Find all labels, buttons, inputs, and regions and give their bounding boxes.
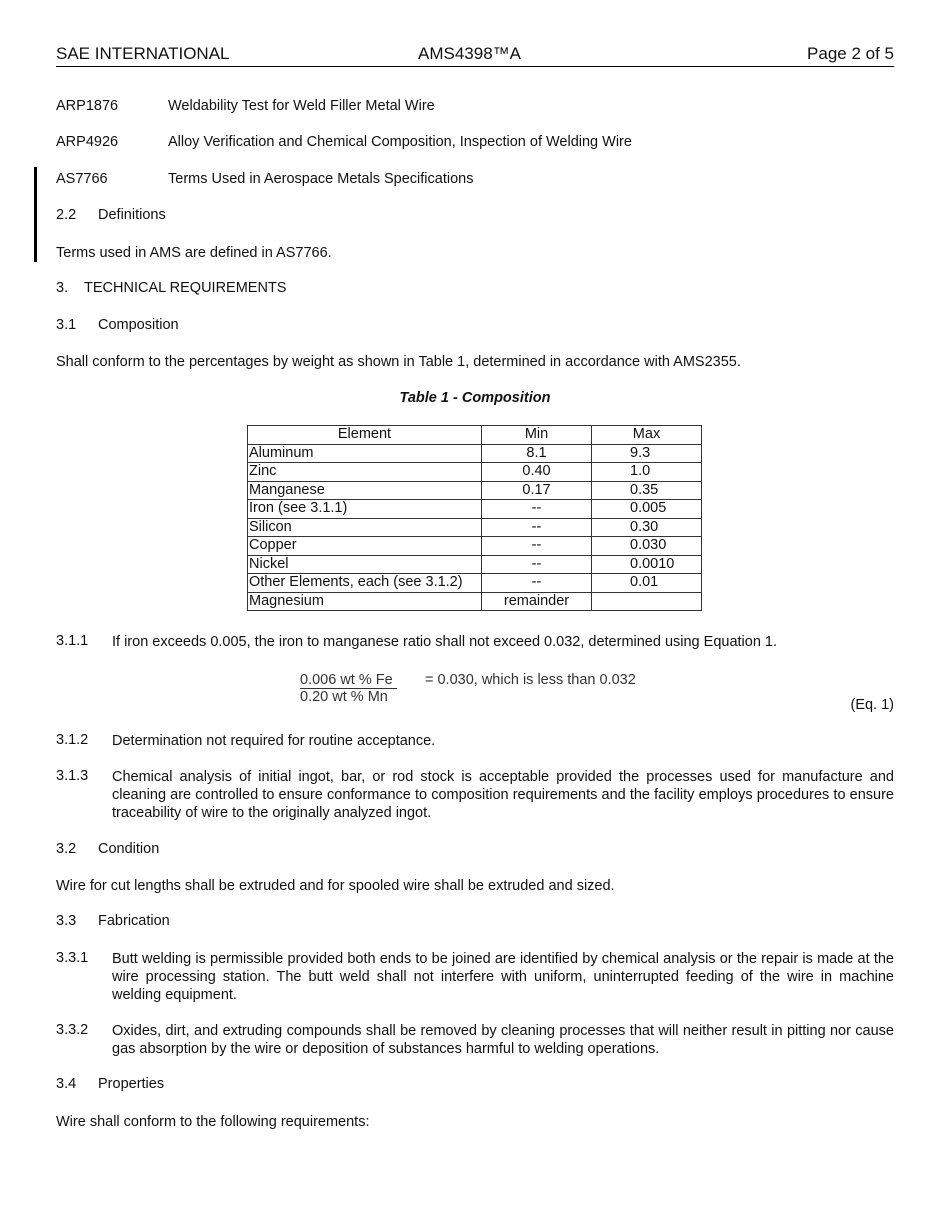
table-row — [248, 518, 702, 537]
section-number: 3.1 — [56, 317, 77, 333]
page-header — [56, 44, 894, 67]
element-cell: Manganese — [248, 481, 482, 500]
section-number: 3.1.1 — [56, 633, 89, 649]
section-title: Fabrication — [98, 913, 170, 929]
element-cell: Nickel — [248, 555, 482, 574]
reference-code: AS7766 — [56, 171, 108, 187]
min-cell: -- — [482, 555, 592, 574]
section-number: 3.3 — [56, 913, 77, 929]
section-title: Composition — [98, 317, 179, 333]
section-number: 3.3.2 — [56, 1022, 89, 1038]
column-header: Min — [482, 426, 592, 445]
condition-text: Wire for cut lengths shall be extruded and for spooled wire shall be extruded and sized. — [56, 878, 615, 894]
element-cell: Iron (see 3.1.1) — [248, 500, 482, 519]
max-cell: 0.35 — [592, 481, 702, 500]
section-number: 3.2 — [56, 841, 77, 857]
section-number: 3.3.1 — [56, 950, 89, 966]
table-caption: Table 1 - Composition — [399, 390, 551, 406]
min-cell: 0.40 — [482, 463, 592, 482]
min-cell: -- — [482, 574, 592, 593]
equation-fraction — [300, 672, 397, 705]
equation-label: (Eq. 1) — [850, 697, 894, 713]
determination-text: Determination not required for routine acceptance. — [112, 733, 436, 749]
min-cell: 8.1 — [482, 444, 592, 463]
element-cell: Other Elements, each (see 3.1.2) — [248, 574, 482, 593]
reference-title: Weldability Test for Weld Filler Metal Wire — [168, 98, 435, 114]
composition-text: Shall conform to the percentages by weight as shown in Table 1, determined in accordance with AMS2355. — [56, 354, 741, 370]
section-title: Properties — [98, 1076, 165, 1092]
table-header-row — [248, 426, 702, 445]
equation-denominator: 0.20 wt % Mn — [300, 689, 388, 705]
element-cell: Copper — [248, 537, 482, 556]
reference-code: ARP4926 — [56, 134, 119, 150]
header-doc-number: AMS4398™A — [418, 44, 521, 63]
table-row — [248, 555, 702, 574]
min-cell: remainder — [482, 592, 592, 611]
element-cell: Silicon — [248, 518, 482, 537]
min-cell: -- — [482, 500, 592, 519]
section-number: 3.1.2 — [56, 732, 89, 748]
max-cell: 0.030 — [592, 537, 702, 556]
min-cell: -- — [482, 537, 592, 556]
butt-welding-text: Butt welding is permissible provided both ends to be joined are identified by chemical analysis or the repair is made at the wire processing station. The butt weld shall not interfere with uniform, uninterrupted feeding of the wire in machine welding equipment. — [112, 951, 894, 1003]
reference-title: Terms Used in Aerospace Metals Specifications — [168, 171, 474, 187]
cleaning-text: Oxides, dirt, and extruding compounds shall be removed by cleaning processes that will neither result in pitting nor cause gas absorption by the wire or deposition of substances harmful to welding operations. — [112, 1023, 894, 1057]
max-cell: 0.01 — [592, 574, 702, 593]
equation-result: = 0.030, which is less than 0.032 — [425, 672, 636, 688]
section-number: 3.4 — [56, 1076, 77, 1092]
element-cell: Magnesium — [248, 592, 482, 611]
element-cell: Zinc — [248, 463, 482, 482]
element-cell: Aluminum — [248, 444, 482, 463]
section-title: Condition — [98, 841, 160, 857]
section-number: 3.1.3 — [56, 768, 89, 784]
definitions-text: Terms used in AMS are defined in AS7766. — [56, 245, 332, 261]
chemical-analysis-text: Chemical analysis of initial ingot, bar, or rod stock is acceptable provided the processes used for manufacture and cleaning are controlled to ensure conformance to composition requirements and the facility employs procedures to ensure traceability of wire to the originally analyzed ingot. — [112, 769, 894, 821]
max-cell: 1.0 — [592, 463, 702, 482]
column-header: Element — [248, 426, 482, 445]
min-cell: -- — [482, 518, 592, 537]
composition-table — [247, 425, 702, 611]
max-cell: 9.3 — [592, 444, 702, 463]
equation-numerator: 0.006 wt % Fe — [300, 672, 397, 689]
revision-change-bar — [34, 167, 37, 262]
section-number: 3. — [56, 280, 69, 296]
table-row — [248, 463, 702, 482]
table-row — [248, 444, 702, 463]
table-row — [248, 537, 702, 556]
min-cell: 0.17 — [482, 481, 592, 500]
column-header: Max — [592, 426, 702, 445]
section-number: 2.2 — [56, 207, 77, 223]
max-cell: 0.30 — [592, 518, 702, 537]
table-row — [248, 500, 702, 519]
reference-code: ARP1876 — [56, 98, 119, 114]
max-cell — [592, 592, 702, 611]
header-page-number: Page 2 of 5 — [807, 44, 894, 63]
table-row — [248, 481, 702, 500]
max-cell: 0.0010 — [592, 555, 702, 574]
section-title: TECHNICAL REQUIREMENTS — [84, 280, 287, 296]
header-org: SAE INTERNATIONAL — [56, 44, 230, 63]
reference-title: Alloy Verification and Chemical Composition, Inspection of Welding Wire — [168, 134, 632, 150]
section-title: Definitions — [98, 207, 166, 223]
table-row — [248, 592, 702, 611]
iron-ratio-text: If iron exceeds 0.005, the iron to manganese ratio shall not exceed 0.032, determined using Equation 1. — [112, 634, 778, 650]
max-cell: 0.005 — [592, 500, 702, 519]
properties-text: Wire shall conform to the following requirements: — [56, 1114, 370, 1130]
table-row — [248, 574, 702, 593]
